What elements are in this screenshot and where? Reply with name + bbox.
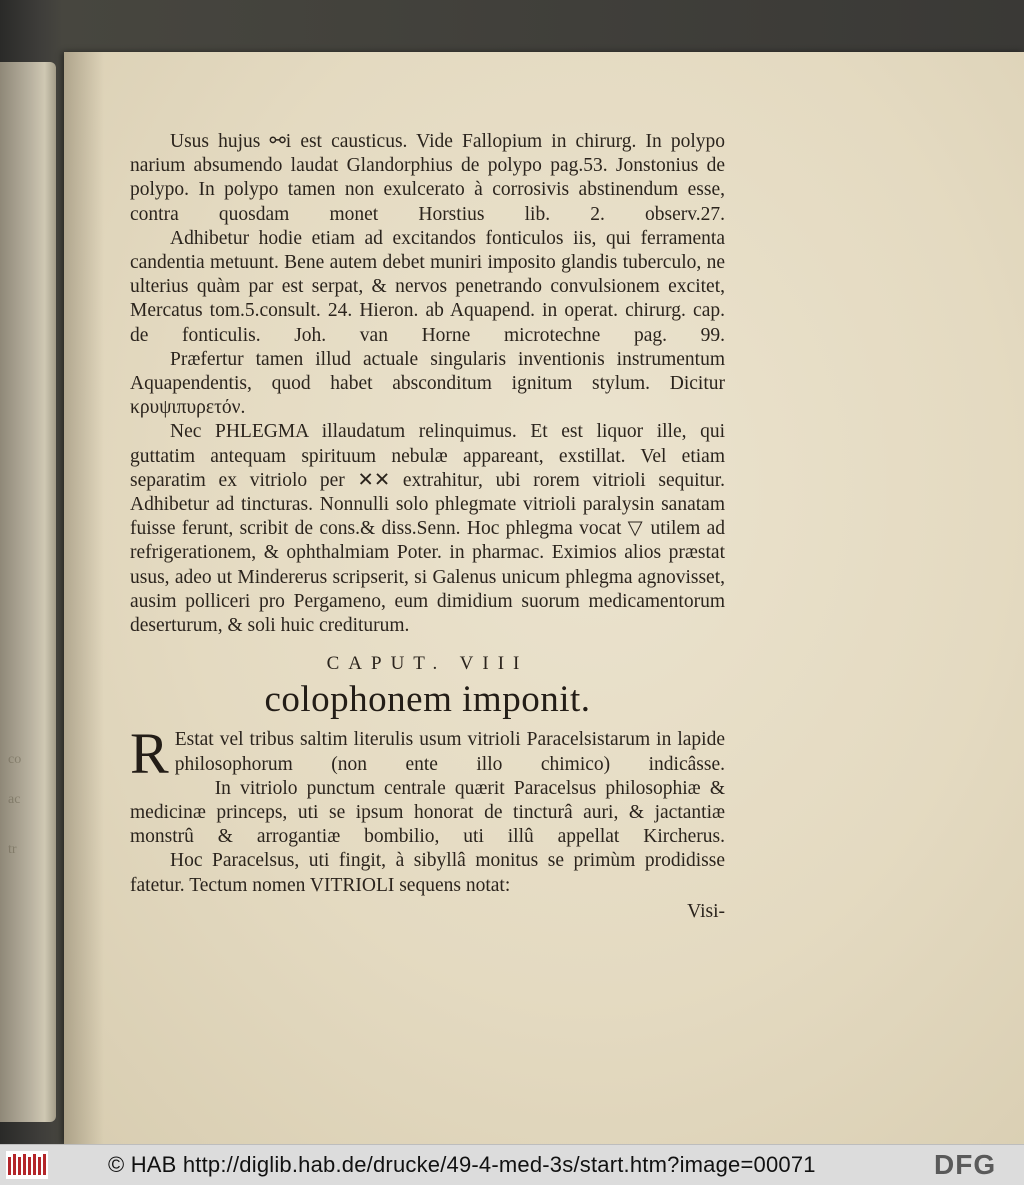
paragraph: Adhibetur hodie etiam ad excitandos fonticulos iis, qui ferramenta candentia metuunt. Bene autem debet muniri imposito glandis tuberculo, ne ulterius quàm par est serpat, & nervos penetrando convulsionem excitet, Mercatus tom.5.consult. 24. Hieron. ab Aquapend. in operat. chirurg. cap. de fonticulis. Joh. van Horne microtechne pag. 99. xyxy=(130,227,725,346)
ghost-text: co xyxy=(8,752,22,767)
book-page xyxy=(64,52,1024,1144)
paragraph: In vitriolo punctum centrale quærit Paracelsus philosophiæ & medicinæ princeps, uti se ipsum honorat de tincturâ auri, & jactantiæ monstrû & arrogantiæ bombilio, uti illû appellat Kircherus. xyxy=(130,777,725,848)
page-text-block xyxy=(130,130,725,924)
drop-cap-initial: R xyxy=(130,721,169,787)
catchword: Visi- xyxy=(687,900,725,922)
dfg-logo: DFG xyxy=(934,1149,997,1180)
paragraph: Nec PHLEGMA illaudatum relinquimus. Et est liquor ille, qui guttatim antequam spirituum nebulæ appareant, exstillat. Vel etiam separatim ex vitriolo per ✕✕ extrahitur, ubi rorem vitrioli sequitur. Adhibetur ad tincturas. Nonnulli solo phlegmate vitrioli paralysin sanatam fuisse ferunt, scribit de cons.& diss.Senn. Hoc phlegma vocat ▽ utilem ad refrigerationem, & ophthalmiam Poter. in pharmac. Eximios alios præstat usus, adeo ut Mindererus scripserit, si Galenus unicum phlegma agnovisset, ausim polliceri pro Pergameno, eum dimidium suorum medicamentorum deserturum, & soli huic crediturum. xyxy=(130,421,725,637)
paragraph-text: Estat vel tribus saltim literulis usum vitrioli Paracelsistarum in lapide philosophorum (non ente illo chimico) indicâsse. xyxy=(174,729,725,775)
chapter-heading: CAPUT. VIII xyxy=(326,653,529,675)
paragraph: Hoc Paracelsus, uti fingit, à sibyllâ monitus se primùm prodidisse fatetur. Tectum nomen VITRIOLI sequens notat: xyxy=(130,850,725,896)
copyright-link[interactable]: © HAB http://diglib.hab.de/drucke/49-4-med-3s/start.htm?image=00071 xyxy=(108,1152,816,1177)
footer-bar xyxy=(0,1144,1024,1185)
paragraph: Præfertur tamen illud actuale singularis inventionis instrumentum Aquapendentis, quod habet absconditum ignitum stylum. Dicitur κρυψιπυρετόν. xyxy=(130,348,725,419)
hab-library-logo-icon xyxy=(6,1151,48,1179)
paragraph xyxy=(130,721,725,787)
previous-page-edge xyxy=(0,62,56,1122)
paragraph: Usus hujus ⚯i est causticus. Vide Fallopium in chirurg. In polypo narium absumendo laudat Glandorphius de polypo pag.53. Jonstonius de polypo. In polypo tamen non exulcerato à corrosivis abstinendum esse, contra quosdam monet Horstius lib. 2. observ.27. xyxy=(130,131,725,225)
chapter-title: colophonem imponit. xyxy=(264,679,591,721)
ghost-text: ac xyxy=(8,792,21,807)
ghost-text: tr xyxy=(8,842,17,857)
